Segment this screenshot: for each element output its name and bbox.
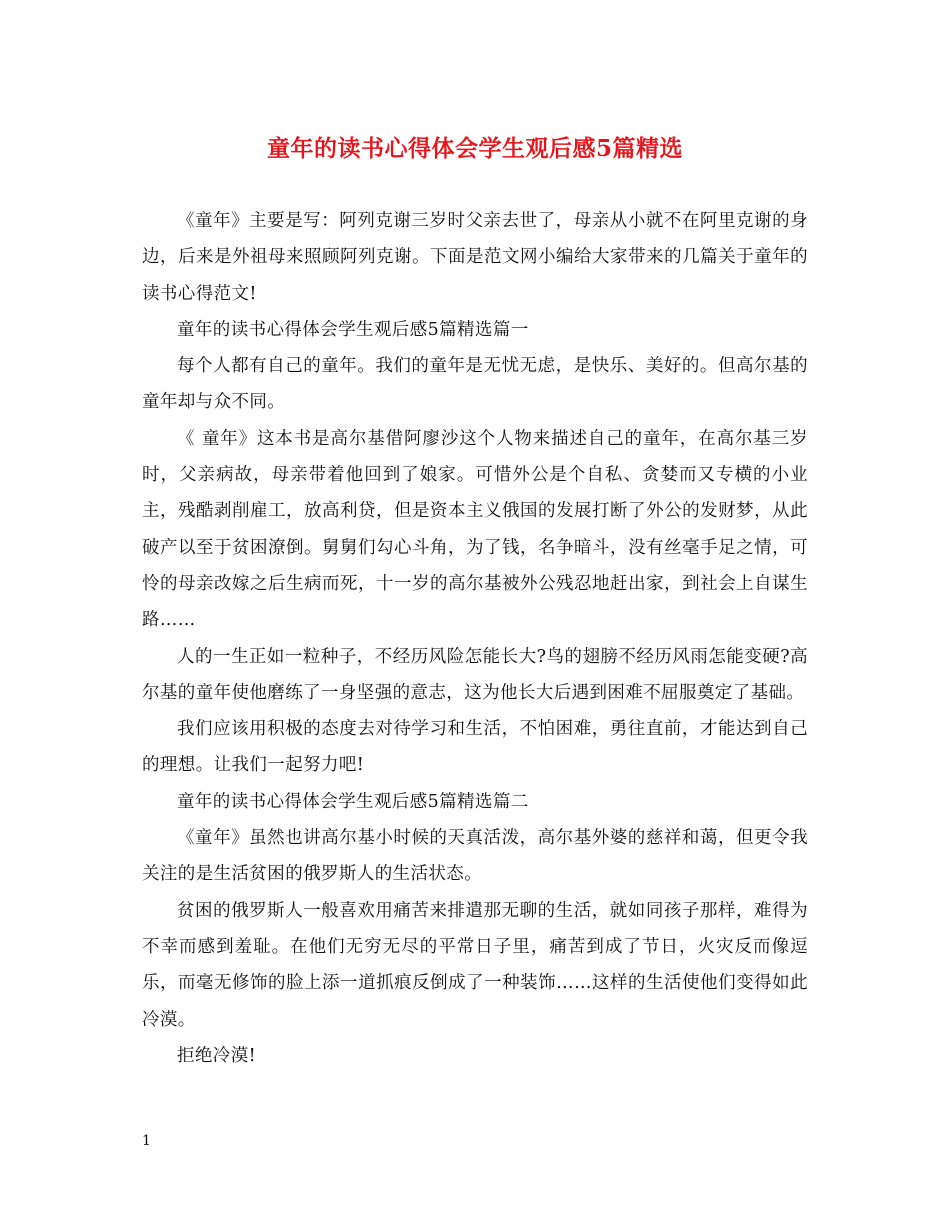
document-body [142,203,808,1074]
paragraph: 《童年》虽然也讲高尔基小时候的天真活泼，高尔基外婆的慈祥和蔼，但更令我关注的是生活贫困的俄罗斯人的生活状态。 [142,828,808,885]
paragraph: 我们应该用积极的态度去对待学习和生活，不怕困难，勇往直前，才能达到自己的理想。让我们一起努力吧! [142,719,808,776]
paragraph: 贫困的俄罗斯人一般喜欢用痛苦来排遣那无聊的生活，就如同孩子那样，难得为不幸而感到羞耻。在他们无穷无尽的平常日子里，痛苦到成了节日，火灾反而像逗乐，而毫无修饰的脸上添一道抓痕反倒成了一种装饰……这样的生活使他们变得如此冷漠。 [142,900,808,1030]
section-heading-1: 童年的读书心得体会学生观后感5篇精选篇一 [177,319,529,340]
section-heading-2: 童年的读书心得体会学生观后感5篇精选篇二 [177,791,529,812]
paragraph: 人的一生正如一粒种子，不经历风险怎能长大?鸟的翅膀不经历风雨怎能变硬?高尔基的童年使他磨练了一身坚强的意志，这为他长大后遇到困难不屈服奠定了基础。 [142,646,808,703]
paragraph: 拒绝冷漠! [177,1045,257,1066]
page-number: 1 [142,1133,151,1149]
paragraph: 每个人都有自己的童年。我们的童年是无忧无虑，是快乐、美好的。但高尔基的童年却与众不同。 [142,356,808,413]
paragraph-intro: 《童年》主要是写：阿列克谢三岁时父亲去世了，母亲从小就不在阿里克谢的身边，后来是外祖母来照顾阿列克谢。下面是范文网小编给大家带来的几篇关于童年的读书心得范文! [142,211,808,304]
document-title: 童年的读书心得体会学生观后感5篇精选 [266,135,683,162]
paragraph: 《 童年》这本书是高尔基借阿廖沙这个人物来描述自己的童年，在高尔基三岁时，父亲病故，母亲带着他回到了娘家。可惜外公是个自私、贪婪而又专横的小业主，残酷剥削雇工，放高利贷，但是资本主义俄国的发展打断了外公的发财梦，从此破产以至于贫困潦倒。舅舅们勾心斗角，为了钱，名争暗斗，没有丝毫手足之情，可怜的母亲改嫁之后生病而死，十一岁的高尔基被外公残忍地赶出家，到社会上自谋生路…… [142,428,808,631]
